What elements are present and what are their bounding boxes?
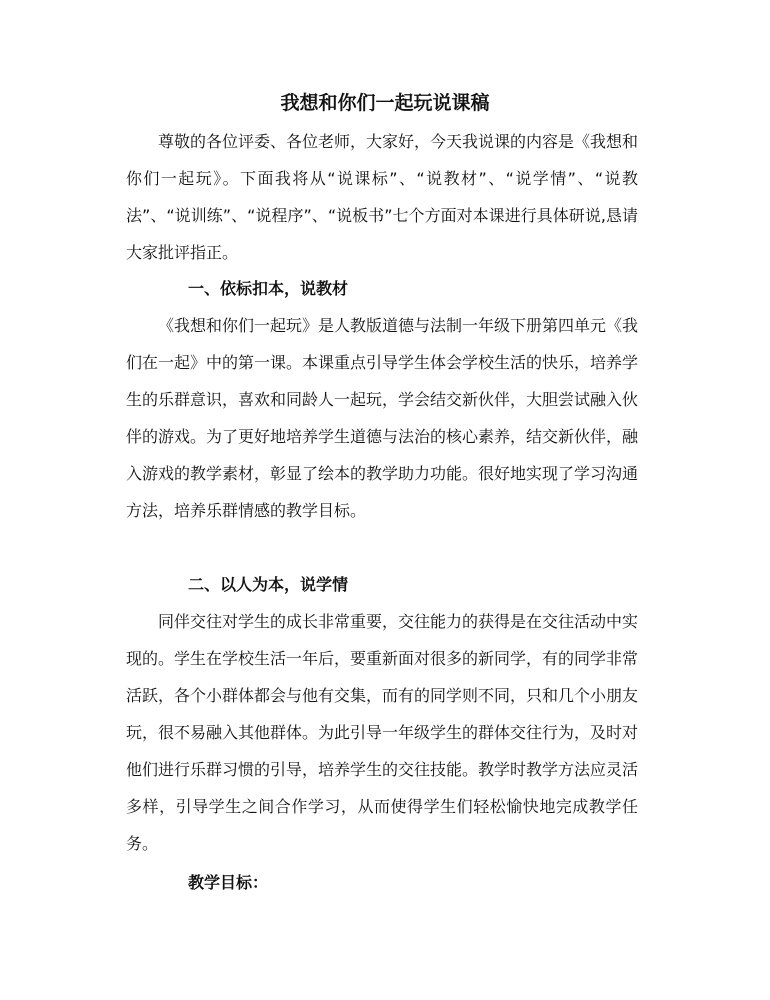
section-body-students: 同伴交往对学生的成长非常重要，交往能力的获得是在交往活动中实现的。学生在学校生活一年后，要重新面对很多的新同学，有的同学非常活跃，各个小群体都会与他有交集，而有的同学则不同，只和几个小朋友玩，很不易融入其他群体。为此引导一年级学生的群体交往行为，及时对他们进行乐群习惯的引导，培养学生的交往技能。教学时教学方法应灵活多样，引导学生之间合作学习，从而使得学生们轻松愉快地完成教学任务。 — [126, 612, 639, 853]
section-heading-students: 二、以人为本，说学情 — [188, 575, 349, 594]
intro-paragraph: 尊敬的各位评委、各位老师，大家好，今天我说课的内容是《我想和你们一起玩》。下面我将从“说课标”、“说教材”、“说学情”、“说教法”、“说训练”、“说程序”、“说板书”七个方面对本课进行具体研说,恳请大家批评指正。 — [126, 132, 639, 262]
document-title: 我想和你们一起玩说课稿 — [280, 92, 490, 114]
section-heading-objectives: 教学目标： — [188, 873, 269, 892]
section-heading-textbook: 一、依标扣本，说教材 — [188, 279, 349, 298]
section-body-textbook: 《我想和你们一起玩》是人教版道德与法制一年级下册第四单元《我们在一起》中的第一课。本课重点引导学生体会学校生活的快乐，培养学生的乐群意识，喜欢和同龄人一起玩，学会结交新伙伴，大胆尝试融入伙伴的游戏。为了更好地培养学生道德与法治的核心素养，结交新伙伴，融入游戏的教学素材，彰显了绘本的教学助力功能。很好地实现了学习沟通方法，培养乐群情感的教学目标。 — [126, 316, 639, 520]
